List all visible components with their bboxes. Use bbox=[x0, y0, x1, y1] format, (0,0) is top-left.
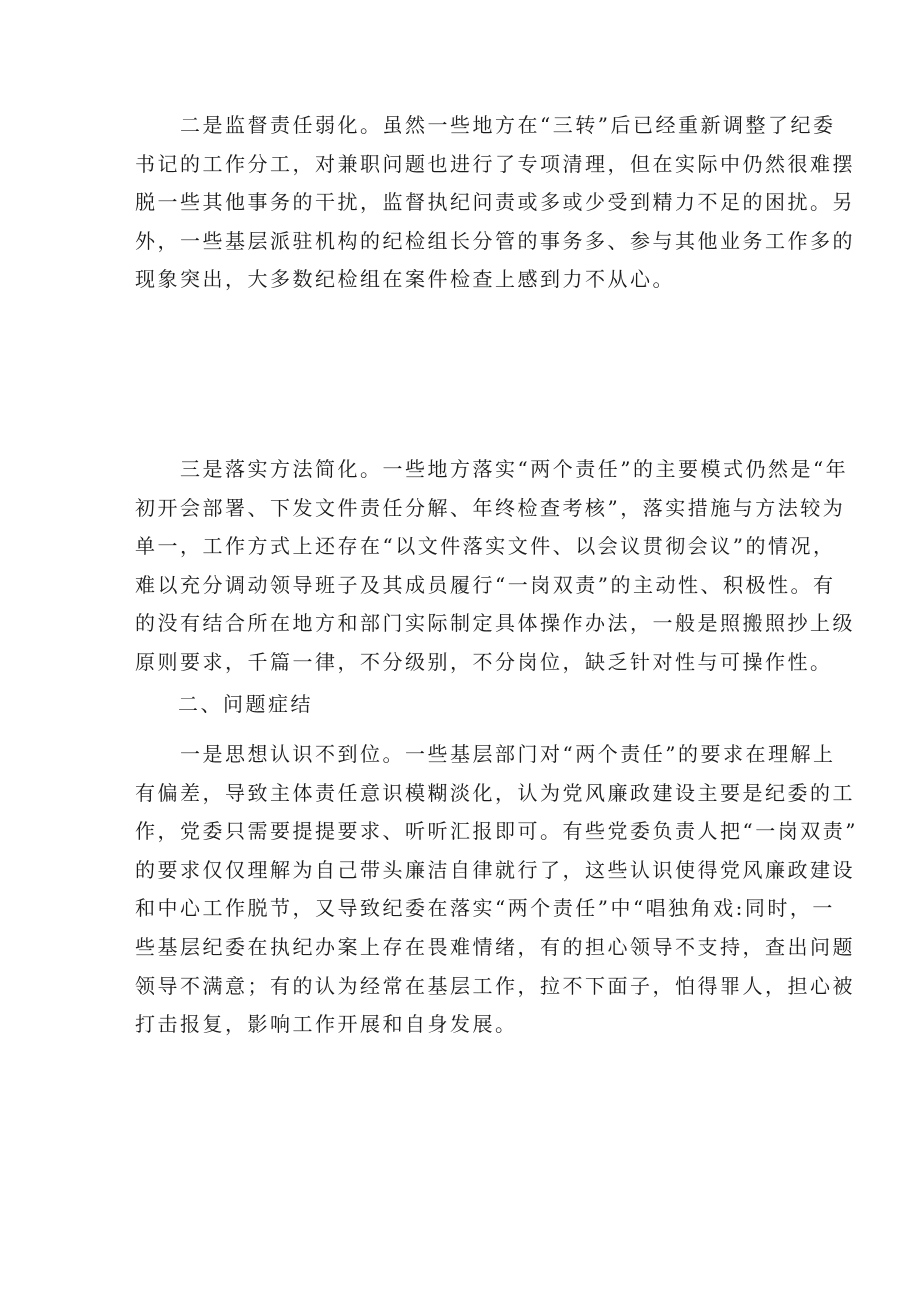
text-line: 的没有结合所在地方和部门实际制定具体操作办法，一般是照搬照抄上级 bbox=[135, 611, 855, 636]
paragraph-supervision-weakened bbox=[135, 106, 855, 299]
text-line: 外，一些基层派驻机构的纪检组长分管的事务多、参与其他业务工作多的 bbox=[135, 228, 855, 253]
section-heading: 二、问题症结 bbox=[178, 692, 313, 716]
text-line: 书记的工作分工，对兼职问题也进行了专项清理，但在实际中仍然很难摆 bbox=[135, 151, 855, 176]
text-line: 和中心工作脱节，又导致纪委在落实“两个责任”中“唱独角戏:同时，一 bbox=[135, 896, 835, 921]
text-line: 作，党委只需要提提要求、听听汇报即可。有些党委负责人把“一岗双责” bbox=[135, 819, 858, 844]
text-line: 脱一些其他事务的干扰，监督执纪问责或多或少受到精力不足的困扰。另 bbox=[135, 190, 855, 215]
text-line: 打击报复，影响工作开展和自身发展。 bbox=[135, 1012, 518, 1037]
text-line: 些基层纪委在执纪办案上存在畏难情绪，有的担心领导不支持，查出问题 bbox=[135, 934, 855, 959]
text-line: 有偏差，导致主体责任意识模糊淡化，认为党风廉政建设主要是纪委的工 bbox=[135, 780, 855, 805]
text-line: 二是监督责任弱化。虽然一些地方在“三转”后已经重新调整了纪委 bbox=[135, 113, 836, 137]
text-line: 领导不满意；有的认为经常在基层工作，拉不下面子，怕得罪人，担心被 bbox=[135, 973, 855, 998]
text-line: 的要求仅仅理解为自己带头廉洁自律就行了，这些认识使得党风廉政建设 bbox=[135, 857, 855, 882]
paragraph-method-simplified bbox=[135, 450, 855, 682]
text-line: 难以充分调动领导班子及其成员履行“一岗双责”的主动性、积极性。有 bbox=[135, 572, 836, 597]
text-line: 原则要求，千篇一律，不分级别，不分岗位，缺乏针对性与可操作性。 bbox=[135, 649, 833, 674]
text-line: 一是思想认识不到位。一些基层部门对“两个责任”的要求在理解上 bbox=[135, 742, 836, 766]
text-line: 现象突出，大多数纪检组在案件检查上感到力不从心。 bbox=[135, 267, 675, 292]
text-line: 单一，工作方式上还存在“以文件落实文件、以会议贯彻会议”的情况， bbox=[135, 534, 836, 559]
text-line: 初开会部署、下发文件责任分解、年终检查考核”，落实措施与方法较为 bbox=[135, 495, 846, 520]
text-line: 三是落实方法简化。一些地方落实“两个责任”的主要模式仍然是“年 bbox=[135, 457, 849, 481]
paragraph-awareness-lacking bbox=[135, 735, 858, 1044]
